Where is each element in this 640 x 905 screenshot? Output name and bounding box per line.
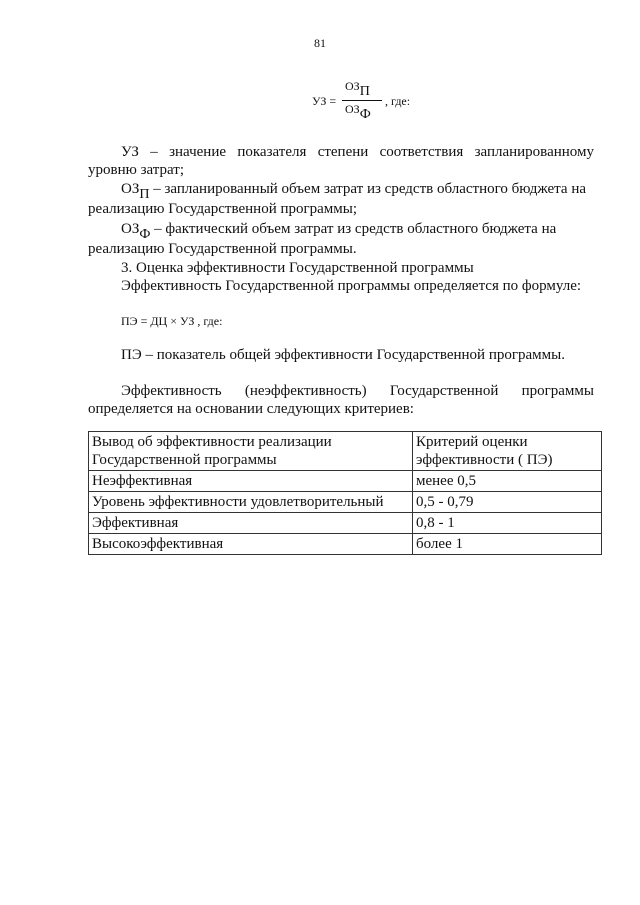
def-uz-line2: уровню затрат; bbox=[88, 162, 184, 178]
def-ozp-line1: ОЗП – запланированный объем затрат из средств областного бюджета на bbox=[121, 181, 587, 202]
table-header-row bbox=[89, 432, 602, 471]
table-row bbox=[89, 534, 602, 555]
row-name: Высокоэффективная bbox=[89, 534, 413, 555]
row-name: Неэффективная bbox=[89, 471, 413, 492]
table-row bbox=[89, 492, 602, 513]
criteria-line1: Эффективность (неэффективность) Государственной программы bbox=[121, 383, 594, 399]
row-value: более 1 bbox=[413, 534, 602, 555]
def-pe: ПЭ – показатель общей эффективности Государственной программы. bbox=[121, 347, 565, 363]
formula-uz-numerator: ОЗП bbox=[345, 79, 370, 99]
criteria-line2: определяется на основании следующих критериев: bbox=[88, 401, 414, 417]
formula-uz-denominator: ОЗФ bbox=[345, 102, 371, 122]
formula-uz-lhs: УЗ = bbox=[312, 94, 337, 108]
def-uz-line1: УЗ – значение показателя степени соответствия запланированному bbox=[121, 144, 594, 160]
fraction-bar bbox=[342, 100, 382, 101]
header-col2: Критерий оценки эффективности ( ПЭ) bbox=[413, 432, 602, 471]
def-ozf-line1: ОЗФ – фактический объем затрат из средств областного бюджета на bbox=[121, 221, 557, 242]
table-row bbox=[89, 471, 602, 492]
table-row bbox=[89, 513, 602, 534]
formula-uz-tail: , где: bbox=[385, 94, 411, 108]
row-value: менее 0,5 bbox=[413, 471, 602, 492]
def-ozf-line2: реализацию Государственной программы. bbox=[88, 241, 357, 257]
row-name: Эффективная bbox=[89, 513, 413, 534]
row-value: 0,5 - 0,79 bbox=[413, 492, 602, 513]
formula-uz bbox=[312, 79, 432, 123]
header-col1: Вывод об эффективности реализации Государственной программы bbox=[89, 432, 413, 471]
def-ozp-line2: реализацию Государственной программы; bbox=[88, 201, 358, 217]
intro-formula: Эффективность Государственной программы определяется по формуле: bbox=[121, 278, 582, 294]
formula-pe: ПЭ = ДЦ × УЗ , где: bbox=[121, 314, 223, 328]
page-number: 81 bbox=[314, 36, 326, 50]
criteria-table bbox=[88, 431, 602, 555]
row-name: Уровень эффективности удовлетворительный bbox=[89, 492, 413, 513]
section-title: 3. Оценка эффективности Государственной программы bbox=[121, 260, 474, 276]
row-value: 0,8 - 1 bbox=[413, 513, 602, 534]
